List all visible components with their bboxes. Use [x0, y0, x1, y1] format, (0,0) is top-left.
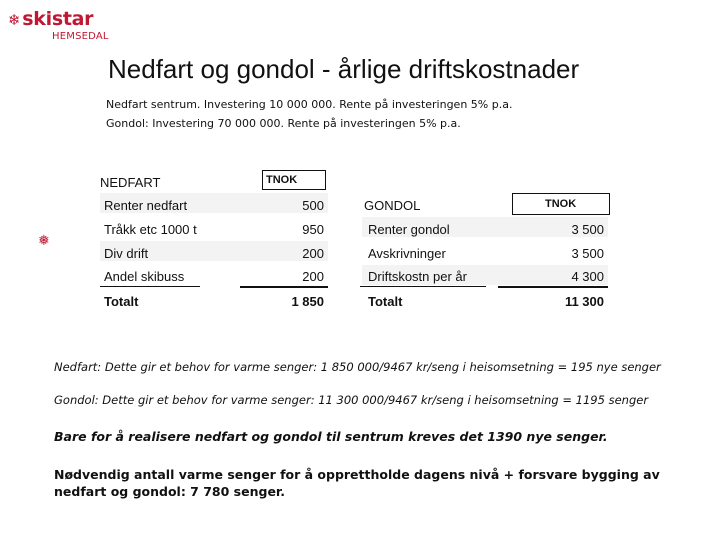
gondol-row-label: Driftskostn per år [368, 269, 467, 284]
nedfart-row-value: 200 [302, 246, 324, 261]
gondol-row-value: 4 300 [571, 269, 604, 284]
nedfart-row-value: 500 [302, 198, 324, 213]
nedfart-row-value: 200 [302, 269, 324, 284]
bullet-snowflake-icon: ❅ [38, 232, 50, 248]
divider [498, 286, 608, 288]
divider [360, 286, 486, 287]
skistar-logo [8, 8, 118, 44]
gondol-total-label: Totalt [368, 294, 403, 309]
nedfart-row-label: Tråkk etc 1000 t [104, 222, 197, 237]
nedfart-unit: TNOK [266, 174, 298, 186]
note-conclusion: Nødvendig antall varme senger for å opprettholde dagens nivå + forsvare bygging av nedfart og gondol: 7 780 senger. [54, 467, 660, 499]
nedfart-row-value: 950 [302, 222, 324, 237]
logo-location: HEMSEDAL [52, 31, 109, 42]
note-gondol: Gondol: Dette gir et behov for varme senger: 11 300 000/9467 kr/seng i heisomsetning = 1195 senger [54, 393, 649, 407]
gondol-row-label: Avskrivninger [368, 246, 446, 261]
gondol-row-value: 3 500 [571, 222, 604, 237]
gondol-unit: TNOK [545, 198, 577, 210]
nedfart-row-label: Andel skibuss [104, 269, 185, 284]
slide-title: Nedfart og gondol - årlige driftskostnader [108, 54, 580, 84]
divider [100, 286, 200, 287]
subtitle-nedfart: Nedfart sentrum. Investering 10 000 000. Rente på investeringen 5% p.a. [106, 98, 513, 111]
nedfart-heading: NEDFART [100, 175, 161, 190]
nedfart-row-label: Renter nedfart [104, 198, 188, 213]
snowflake-icon: ❄ [8, 11, 21, 29]
divider [240, 286, 328, 288]
gondol-heading: GONDOL [364, 198, 421, 213]
gondol-row-label: Renter gondol [368, 222, 450, 237]
subtitle-gondol: Gondol: Investering 70 000 000. Rente på investeringen 5% p.a. [106, 117, 461, 130]
logo-name: skistar [22, 8, 94, 30]
gondol-row-value: 3 500 [571, 246, 604, 261]
note-emphasis: Bare for å realisere nedfart og gondol til sentrum kreves det 1390 nye senger. [54, 429, 608, 444]
nedfart-row-label: Div drift [104, 246, 149, 261]
gondol-total-value: 11 300 [564, 294, 604, 309]
nedfart-total-value: 1 850 [291, 294, 324, 309]
nedfart-total-label: Totalt [104, 294, 139, 309]
note-nedfart: Nedfart: Dette gir et behov for varme senger: 1 850 000/9467 kr/seng i heisomsetning = 195 nye senger [54, 360, 661, 374]
